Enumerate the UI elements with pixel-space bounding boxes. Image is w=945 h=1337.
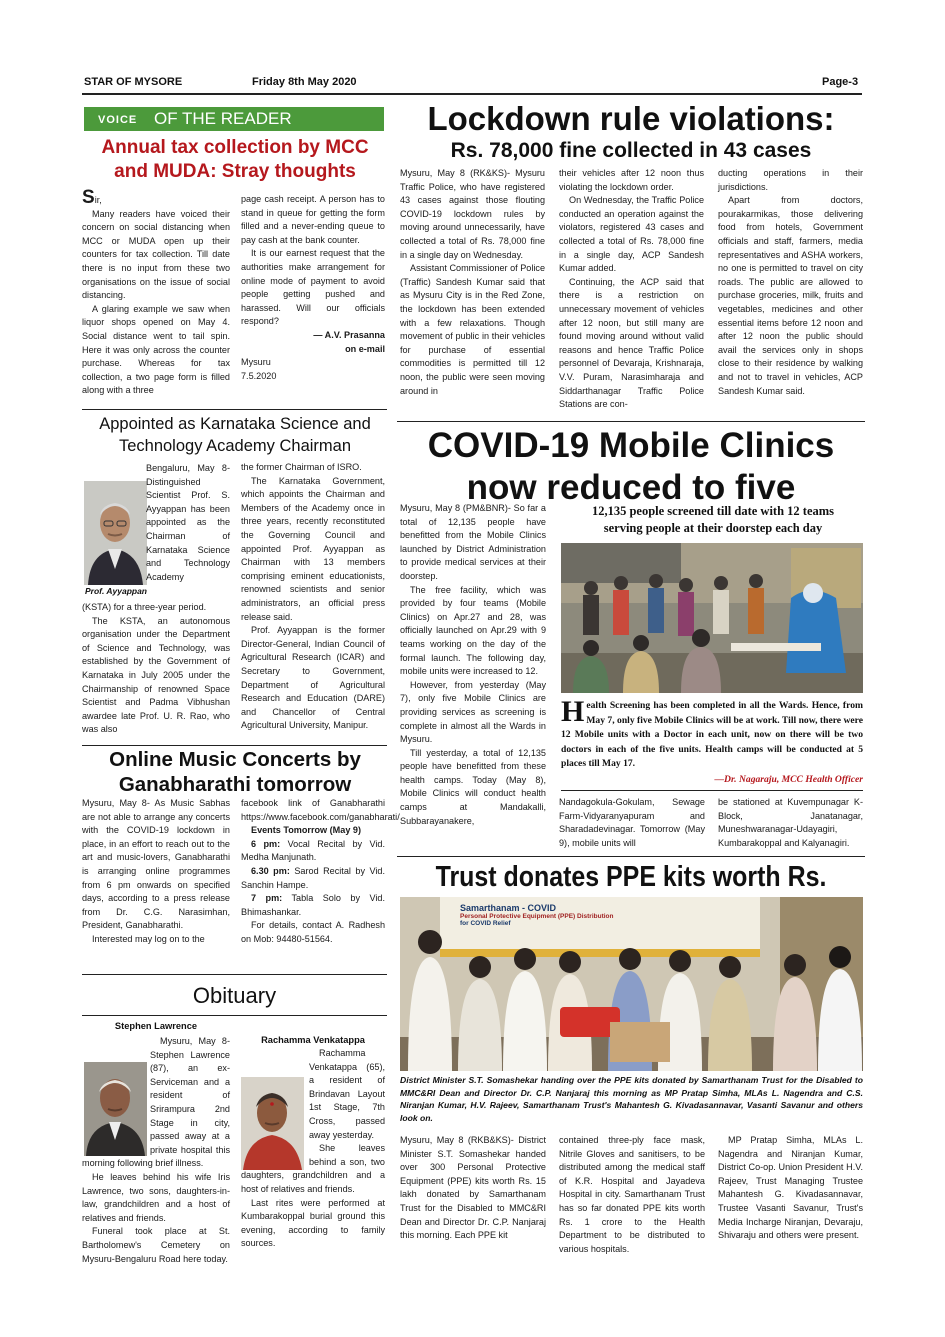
voice-headline-line2: and MUDA: Stray thoughts bbox=[114, 161, 356, 182]
academy-headline bbox=[80, 413, 390, 457]
lockdown-para-3: their vehicles after 12 noon thus violating the lockdown order. bbox=[559, 168, 704, 192]
music-event-1-time: 6 pm: bbox=[251, 838, 281, 849]
paper-name: STAR OF MYSORE bbox=[84, 76, 183, 88]
voice-badge-word: VOICE bbox=[98, 114, 138, 126]
obit-para-4: Rachamma Venkatappa (65), a resident of Brindavan Layout 1st Stage, 7th Cross, passed away yesterday. bbox=[309, 1048, 385, 1140]
clinics-para-1: Mysuru, May 8 (PM&BNR)- So far a total of 12,135 people have benefitted from the Mobile Clinics launched by District Administration to provide medical services at their doorstep. bbox=[400, 503, 546, 581]
music-headline-line1: Online Music Concerts by bbox=[109, 748, 361, 771]
rule-academy bbox=[82, 745, 387, 746]
page-number: Page-3 bbox=[822, 76, 859, 88]
clinics-para-5: Nandagokula-Gokulam, Sewage Farm-Vidyaranyapuram and Sharadadevinagar. Tomorrow (May 9), mobile units will bbox=[559, 797, 705, 848]
clinics-para-3: However, from yesterday (May 7), only five Mobile Clinics are providing services as screening is complete in almost all the Wards in Mysuru. bbox=[400, 679, 546, 745]
academy-col-2 bbox=[241, 461, 385, 745]
scene-health-screening bbox=[561, 543, 863, 693]
rule-clinics bbox=[397, 856, 865, 857]
academy-intro bbox=[84, 462, 230, 592]
clinics-quote bbox=[561, 695, 863, 772]
music-event-2: Sarod Recital by Vid. Sanchin Hampe. bbox=[241, 865, 385, 890]
obit-col-1 bbox=[82, 1035, 230, 1267]
obit-name-2: Rachamma Venkatappa bbox=[261, 1035, 365, 1045]
music-para-3: facebook link of Ganabharathi https://www.facebook.com/ganabharati/ bbox=[241, 798, 400, 822]
photo-caption-ayyappan: Prof. Ayyappan bbox=[84, 586, 148, 596]
ppe-banner-line2: Personal Protective Equipment (PPE) Distribution bbox=[460, 913, 614, 920]
voice-salutation: ir, bbox=[94, 195, 102, 205]
clinics-headline-line2: now reduced to five bbox=[466, 468, 796, 507]
music-para-2: Interested may log on to the bbox=[92, 933, 205, 944]
voice-dropcap: S bbox=[82, 187, 95, 208]
music-col-2 bbox=[241, 797, 400, 969]
academy-para-4: The Karnataka Government, which appoints the Chairman and Members of the Academy once in three years, recently reconstituted the Governing Council and appointed Prof. Ayyappan as Chairman with 13 members comprising eminent educationists, renowned scientists and senior administrators, an official press release said. bbox=[241, 475, 385, 622]
academy-headline-line2: Technology Academy Chairman bbox=[118, 437, 352, 455]
clinics-headline-line1: COVID-19 Mobile Clinics bbox=[427, 426, 835, 465]
lockdown-para-1: Mysuru, May 8 (RK&KS)- Mysuru Traffic Police, who have registered 43 cases against those flouting COVID-19 lockdown rules by moving around unnecessarily, have collected a total of Rs. 78,000 fine in a single day on Wednesday. bbox=[400, 168, 545, 260]
ppe-col-1 bbox=[400, 1134, 546, 1264]
clinics-deck-line2: serving people at their doorstep each day bbox=[603, 521, 823, 535]
ppe-banner-line3: for COVID Relief bbox=[460, 920, 511, 927]
voice-para-3: page cash receipt. A person has to stand in queue for getting the form filled and a never-ending queue to pay cash at the bank counter. bbox=[241, 194, 385, 245]
obit-name-1: Stephen Lawrence bbox=[114, 1021, 198, 1031]
voice-place: Mysuru bbox=[241, 357, 271, 368]
obit-para-3: Funeral took place at St. Bartholomew's Cemetery on Mysuru-Bengaluru Road here today. bbox=[82, 1226, 230, 1264]
lockdown-para-2: Assistant Commissioner of Police (Traffic) Sandesh Kumar said that as Mysuru City is in the Red Zone, the lockdown has been extended with a few relaxations. Though movement of public in their vehicles for purchase of essential commodities is permitted till 12 noon, the public were seen moving around in bbox=[400, 263, 545, 396]
academy-para-1: Bengaluru, May 8- Distinguished Scientist Prof. S. Ayyappan has been appointed as the Chairman of Karnataka Science and Technology Academy bbox=[146, 463, 230, 582]
academy-para-3: the former Chairman of ISRO. bbox=[241, 462, 362, 472]
ppe-col-2 bbox=[559, 1134, 705, 1264]
lockdown-para-7: Apart from doctors, pourakarmikas, those delivering food from hotels, Government officials and staff, farmers, media representatives and ASHA workers, no one is permitted to travel on city roads. The public are allowed to purchase groceries, milk, fruits and vegetables, medicines and other essential items before 12 noon and after 12 noon the public should avail the services only in shops close to their residence by walking and not to travel in vehicles, ACP Sandesh Kumar said. bbox=[718, 195, 863, 396]
ppe-headline: Trust donates PPE kits worth Rs. bbox=[435, 861, 827, 893]
clinics-para-4: Till yesterday, a total of 12,135 people have benefitted from these health camps. Today (May 8), Mobile Clinics will conduct health camps at Mandakalli, Subbarayanakere, bbox=[400, 747, 546, 826]
rule-quote bbox=[561, 790, 863, 791]
academy-para-2: The KSTA, an autonomous organisation under the Department of Science and Technology, was established by the Government of Karnataka in July 2005 under the Chairmanship of renowned Space Scientist and Padma Vibhushan awardee late Prof. U. R. Rao, who was also bbox=[82, 615, 230, 735]
music-para-1: Mysuru, May 8- As Music Sabhas are not able to arrange any concerts with the COVID-19 lockdown in place, in an effort to reach out to the art and music-lovers, Ganabharathi is arranging online programmes from 6 pm onwards on specified days, according to a press release from Dr. C.G. Narasimhan, President, Ganabharathi. bbox=[82, 798, 230, 931]
lockdown-col-1 bbox=[400, 167, 545, 417]
lockdown-para-6: ducting operations in their jurisdictions. bbox=[718, 168, 863, 192]
voice-para-4: It is our earnest request that the authorities make arrangement for online mode of payment to avoid people getting pushed and harassed. Will our officials respond? bbox=[241, 248, 385, 327]
photo-health-screening bbox=[561, 543, 863, 693]
lockdown-headline: Lockdown rule violations: bbox=[427, 100, 835, 137]
lockdown-subhead: Rs. 78,000 fine collected in 43 cases bbox=[450, 139, 812, 162]
music-headline-line2: Ganabharathi tomorrow bbox=[118, 773, 352, 796]
clinics-deck-line1: 12,135 people screened till date with 12 teams bbox=[591, 504, 835, 518]
clinics-quote-dropcap: H bbox=[561, 695, 585, 728]
clinics-quote-text: ealth Screening has been completed in all the Wards. Hence, from May 7, only five Mobile Clinics will be at work. Till now, there were 12 Mobile units with a Doctor in each unit, now on there will be two doctors in each of the five units. Health camps will be conducted at 5 places till May 17. bbox=[561, 700, 863, 769]
music-contact: For details, contact A. Radhesh on Mob: 94480-51564. bbox=[241, 920, 385, 944]
voice-badge bbox=[84, 107, 384, 131]
clinics-headline bbox=[397, 425, 865, 509]
ppe-banner-line1: Samarthanam - COVID bbox=[460, 903, 557, 913]
ppe-para-1: Mysuru, May 8 (RKB&KS)- District Minister S.T. Somashekar handed over 300 Personal Protective Equipment (PPE) kits worth Rs. 15 lakh donated by Samarthanam Trust for the Disabled to MMC&RI Dean and Director Dr. C.P. Nanjaraj this morning. Each PPE kit bbox=[400, 1135, 546, 1241]
clinics-para-6: be stationed at Kuvempunagar K-Block, Janatanagar, Muneshwaranagar-Udayagiri, Kumbarakoppal and Kalyanagiri. bbox=[718, 797, 863, 848]
clinics-para-2: The free facility, which was provided by four teams (Mobile Clinics) on Apr.27 and 28, was officially launched on Apr.29 with 9 teams working on the day of the formal launch. The following day, mobile units were increased to 12. bbox=[400, 584, 546, 677]
obit-para-2: He leaves behind his wife Iris Lawrence, two sons, daughters-in-law, grandchildren and a host of relatives and friends. bbox=[82, 1171, 230, 1223]
voice-sign-name: — A.V. Prasanna bbox=[313, 329, 385, 340]
header-rule bbox=[82, 93, 862, 95]
voice-col-1 bbox=[82, 187, 230, 406]
academy-para-5: Prof. Ayyappan is the former Director-General, Indian Council of Agricultural Research (ICAR) and Secretary to Government, Department of Agricultural Research and Education (DARE) and Chancellor of Central Agricultural University, Manipur. bbox=[241, 625, 385, 731]
obit-para-6: Last rites were performed at Kumbarakoppal burial ground this evening, according to family sources. bbox=[241, 1197, 385, 1249]
music-headline bbox=[80, 747, 390, 797]
photo-ppe-handover bbox=[400, 897, 863, 1071]
lockdown-para-4: On Wednesday, the Traffic Police conducted an operation against the violators, registered 43 cases and collected a total of Rs. 78,000 fine in a single day, ACP Sandesh Kumar added. bbox=[559, 195, 704, 274]
clinics-deck bbox=[561, 503, 865, 537]
music-col-1 bbox=[82, 797, 230, 969]
voice-badge-rest: OF THE READER bbox=[154, 109, 292, 128]
music-event-1: Vocal Recital by Vid. Medha Manjunath. bbox=[241, 838, 385, 863]
clinics-col-2 bbox=[559, 796, 705, 856]
obit-col-2 bbox=[241, 1047, 385, 1267]
voice-sign-via: on e-mail bbox=[345, 343, 385, 354]
music-event-2-time: 6.30 pm: bbox=[251, 865, 290, 876]
lockdown-para-5: Continuing, the ACP said that there is a restriction on unnecessary movement of vehicles after 12 noon, but still many are found moving around without valid reasons and hence Traffic Police personnel of Devaraja, Krishnaraja, V.V. Puram, Narasimharaja and Siddarthanagar Traffic Police Stations are con- bbox=[559, 276, 704, 410]
academy-headline-line1: Appointed as Karnataka Science and bbox=[99, 415, 371, 433]
clinics-quote-sign: —Dr. Nagaraju, MCC Health Officer bbox=[714, 774, 863, 785]
ppe-para-3: MP Pratap Simha, MLAs L. Nagendra and Niranjan Kumar, District Co-op. Union President H.V. Rajeev, Trust Managing Trustee Mahantesh G. Kivadasannavar, Trustee Vasanti Savanur, Trust's Media Incharge Niranjan, Devaraju, Shivaraju and others were present. bbox=[718, 1135, 863, 1241]
voice-para-2: A glaring example we saw when liquor shops opened on May 4. Social distance went to tail spin. Here it was only across the counter purchase. Whereas for tax collection, a two page form is filled along with a three bbox=[82, 303, 230, 396]
ppe-para-2: contained three-ply face mask, Nitrile Gloves and sanitisers, to be distributed among the medical staff of K.R. Hospital and Jayadeva Hospital in city. Samarthanam Trust has so far donated PPE kits worth Rs. 1 crore to the Health Department to be distributed to various hospitals. bbox=[559, 1135, 705, 1254]
ppe-col-3 bbox=[718, 1134, 863, 1264]
voice-date: 7.5.2020 bbox=[241, 370, 277, 381]
clinics-col-1 bbox=[400, 502, 546, 826]
rule-voice bbox=[82, 409, 387, 410]
obit-para-1: Mysuru, May 8- Stephen Lawrence (87), an ex-Serviceman and a resident of Srirampura 2nd Stage in city, passed away at a private hospital this morning following brief illness. bbox=[82, 1036, 230, 1169]
academy-para-1-end: (KSTA) for a three-year period. bbox=[82, 602, 207, 612]
voice-para-1: Many readers have voiced their concern on social distancing when MCC or MUDA open up their counters for tax collection. Till date there is no input from these two organisations on the issue of social distancing. bbox=[82, 208, 230, 301]
music-event-3: Tabla Solo by Vid. Bhimashankar. bbox=[241, 893, 385, 917]
lockdown-col-2 bbox=[559, 167, 704, 417]
music-events-title: Events Tomorrow (May 9) bbox=[251, 825, 361, 836]
voice-col-2 bbox=[241, 193, 385, 407]
obituary-title: Obituary bbox=[192, 983, 277, 1008]
obit-para-5: She leaves behind a son, two daughters, grandchildren and a host of relatives and friends. bbox=[241, 1143, 385, 1194]
voice-headline bbox=[80, 136, 390, 184]
music-event-3-time: 7 pm: bbox=[251, 893, 283, 904]
rule-music bbox=[82, 974, 387, 975]
rule-obituary bbox=[82, 1015, 387, 1016]
issue-date: Friday 8th May 2020 bbox=[252, 76, 357, 88]
lockdown-col-3 bbox=[718, 167, 863, 417]
academy-col-1 bbox=[82, 601, 230, 745]
voice-headline-line1: Annual tax collection by MCC bbox=[101, 137, 369, 158]
rule-lockdown bbox=[397, 421, 865, 422]
clinics-col-3 bbox=[718, 796, 863, 856]
ppe-caption: District Minister S.T. Somashekar handing over the PPE kits donated by Samarthanam Trust for the Disabled to MMC&RI Dean and Director Dr. C.P. Nanjaraj this morning as MP Pratap Simha, MLAs L. Nagendra and C.S. Niranjan Kumar, H.V. Rajeev, Samarthanam Trust's Mahantesh G. Kivadasannavar, Vasanti Savanur and others look on. bbox=[400, 1075, 863, 1123]
ppe-banner bbox=[460, 903, 740, 927]
